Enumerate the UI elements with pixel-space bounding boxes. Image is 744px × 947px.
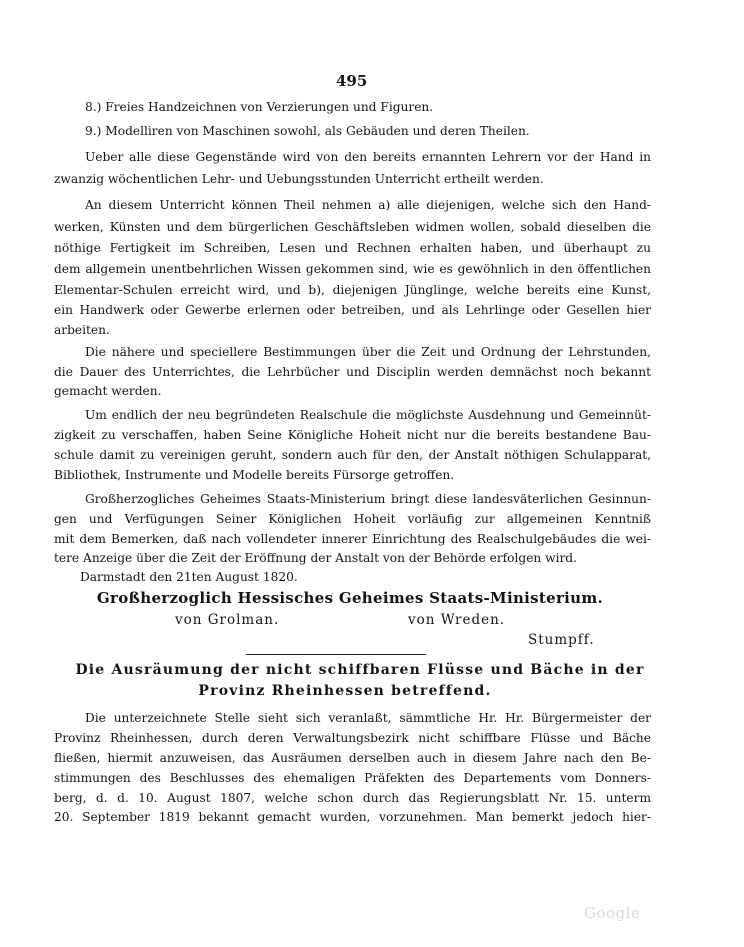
page-number: 495 xyxy=(336,72,368,90)
body-text-line: zigkeit zu verschaffen, haben Seine Königliche Hoheit nicht nur die bereits bestandene Bau- xyxy=(54,428,651,442)
body-text-line: Bibliothek, Instrumente und Modelle bereits Fürsorge getroffen. xyxy=(54,468,455,482)
list-item: 8.) Freies Handzeichnen von Verzierungen und Figuren. xyxy=(85,100,434,114)
signer-wreden: von Wreden. xyxy=(408,612,506,628)
divider xyxy=(246,654,426,655)
body-text-line: Um endlich der neu begründeten Realschule die möglichste Ausdehnung und Gemeinnüt- xyxy=(85,408,651,422)
body-text-line: Großherzogliches Geheimes Staats-Ministerium bringt diese landesväterlichen Gesinnun- xyxy=(85,492,651,506)
body-text-line: gen und Verfügungen Seiner Königlichen Hoheit vorläufig zur allgemeinen Kenntniß xyxy=(54,512,651,526)
body-text-line: zwanzig wöchentlichen Lehr- und Uebungsstunden Unterricht ertheilt werden. xyxy=(54,172,544,186)
section-body-line: Provinz Rheinhessen, durch deren Verwaltungsbezirk nicht schiffbare Flüsse und Bäche xyxy=(54,731,651,745)
body-text-line: An diesem Unterricht können Theil nehmen a) alle diejenigen, welche sich den Hand- xyxy=(85,198,651,212)
body-text-line: dem allgemein unentbehrlichen Wissen gekommen sind, wie es gewöhnlich in den öffentlichen xyxy=(54,262,651,276)
body-text-line: nöthige Fertigkeit im Schreiben, Lesen und Rechnen erhalten haben, und überhaupt zu xyxy=(54,241,651,255)
body-text-line: Ueber alle diese Gegenstände wird von den bereits ernannten Lehrern vor der Hand in xyxy=(85,150,651,164)
body-text-line: Die nähere und speciellere Bestimmungen über die Zeit und Ordnung der Lehrstunden, xyxy=(85,345,651,359)
section-title-line1: Die Ausräumung der nicht schiffbaren Flüsse und Bäche in der xyxy=(75,662,645,678)
body-text-line: tere Anzeige über die Zeit der Eröffnung der Anstalt von der Behörde erfolgen wird. xyxy=(54,551,577,565)
signer-stumpff: Stumpff. xyxy=(528,632,595,648)
body-text-line: Elementar-Schulen erreicht wird, und b), diejenigen Jünglinge, welche bereits eine Kunst, xyxy=(54,283,651,297)
signer-grolman: von Grolman. xyxy=(175,612,280,628)
watermark: Google xyxy=(584,904,641,922)
section-body-line: Die unterzeichnete Stelle sieht sich veranlaßt, sämmtliche Hr. Hr. Bürgermeister der xyxy=(85,711,651,725)
section-body-line: fließen, hiermit anzuweisen, das Ausräumen derselben auch in diesem Jahre nach den Be- xyxy=(54,751,651,765)
section-body-line: berg, d. d. 10. August 1807, welche schon durch das Regierungsblatt Nr. 15. unterm xyxy=(54,791,651,805)
body-text-line: die Dauer des Unterrichtes, die Lehrbücher und Disciplin werden demnächst noch bekannt xyxy=(54,365,651,379)
body-text-line: werken, Künsten und dem bürgerlichen Geschäftsleben widmen wollen, sobald dieselben die xyxy=(54,220,651,234)
body-text-line: gemacht werden. xyxy=(54,384,162,398)
place-date: Darmstadt den 21ten August 1820. xyxy=(80,570,298,584)
section-body-line: 20. September 1819 bekannt gemacht wurden, vorzunehmen. Man bemerkt jedoch hier- xyxy=(54,810,651,824)
body-text-line: arbeiten. xyxy=(54,323,110,337)
signature-title: Großherzoglich Hessisches Geheimes Staats-Ministerium. xyxy=(96,589,604,607)
body-text-line: mit dem Bemerken, daß nach vollendeter innerer Einrichtung des Realschulgebäudes die wei- xyxy=(54,532,651,546)
section-title-line2: Provinz Rheinhessen betreffend. xyxy=(198,683,492,699)
body-text-line: ein Handwerk oder Gewerbe erlernen oder betreiben, und als Lehrlinge oder Gesellen hier xyxy=(54,303,651,317)
body-text-line: schule damit zu vereinigen geruht, sondern auch für den, der Anstalt nöthigen Schulapparat, xyxy=(54,448,651,462)
section-body-line: stimmungen des Beschlusses des ehemaligen Präfekten des Departements vom Donners- xyxy=(54,771,651,785)
list-item: 9.) Modelliren von Maschinen sowohl, als Gebäuden und deren Theilen. xyxy=(85,124,530,138)
